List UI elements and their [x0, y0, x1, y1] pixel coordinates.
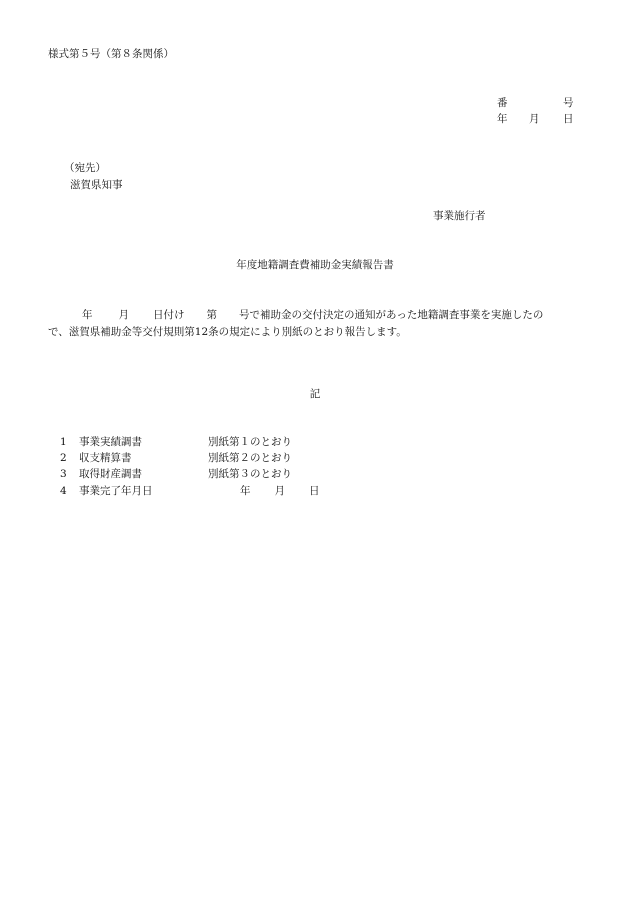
body-line-1-rest: 号で補助金の交付決定の通知があった地籍調査事業を実施したの — [239, 309, 544, 321]
item-note: 別紙第２のとおり — [208, 452, 292, 464]
item-number: 4 — [60, 485, 67, 497]
list-item — [60, 468, 292, 480]
item-label: 事業実績調書 — [79, 436, 142, 448]
body-paragraph — [48, 307, 583, 341]
addressee-prefix: （宛先） — [64, 162, 106, 174]
date-year: 年 — [497, 113, 508, 125]
date-month: 月 — [529, 113, 540, 125]
item-label: 収支精算書 — [79, 452, 132, 464]
body-day-dated: 日付け — [153, 309, 185, 321]
body-month: 月 — [118, 309, 129, 321]
list-item — [60, 452, 292, 464]
item-number: 2 — [60, 452, 67, 464]
item-number: 1 — [60, 436, 67, 448]
list-item — [60, 485, 320, 497]
ki-mark: 記 — [309, 388, 321, 400]
list-item — [60, 436, 292, 448]
number-ban: 番 — [497, 97, 508, 109]
item-note: 別紙第１のとおり — [208, 436, 292, 448]
completion-day: 日 — [309, 485, 320, 497]
completion-year: 年 — [240, 485, 251, 497]
implementer-label: 事業施行者 — [433, 210, 486, 222]
item-label: 取得財産調書 — [79, 468, 142, 480]
date-day: 日 — [563, 113, 574, 125]
body-year: 年 — [82, 309, 93, 321]
body-line-2: で、滋賀県補助金等交付規則第12条の規定により別紙のとおり報告します。 — [48, 326, 407, 338]
form-number: 様式第５号（第８条関係） — [48, 48, 174, 60]
number-gou: 号 — [563, 97, 574, 109]
item-label: 事業完了年月日 — [79, 485, 153, 497]
document-title: 年度地籍調査費補助金実績報告書 — [236, 259, 394, 271]
item-number: 3 — [60, 468, 67, 480]
completion-date — [240, 486, 320, 497]
addressee-name: 滋賀県知事 — [70, 179, 123, 191]
body-line-1 — [48, 307, 583, 324]
body-dai: 第 — [206, 309, 217, 321]
item-note: 別紙第３のとおり — [208, 468, 292, 480]
completion-month: 月 — [274, 485, 285, 497]
